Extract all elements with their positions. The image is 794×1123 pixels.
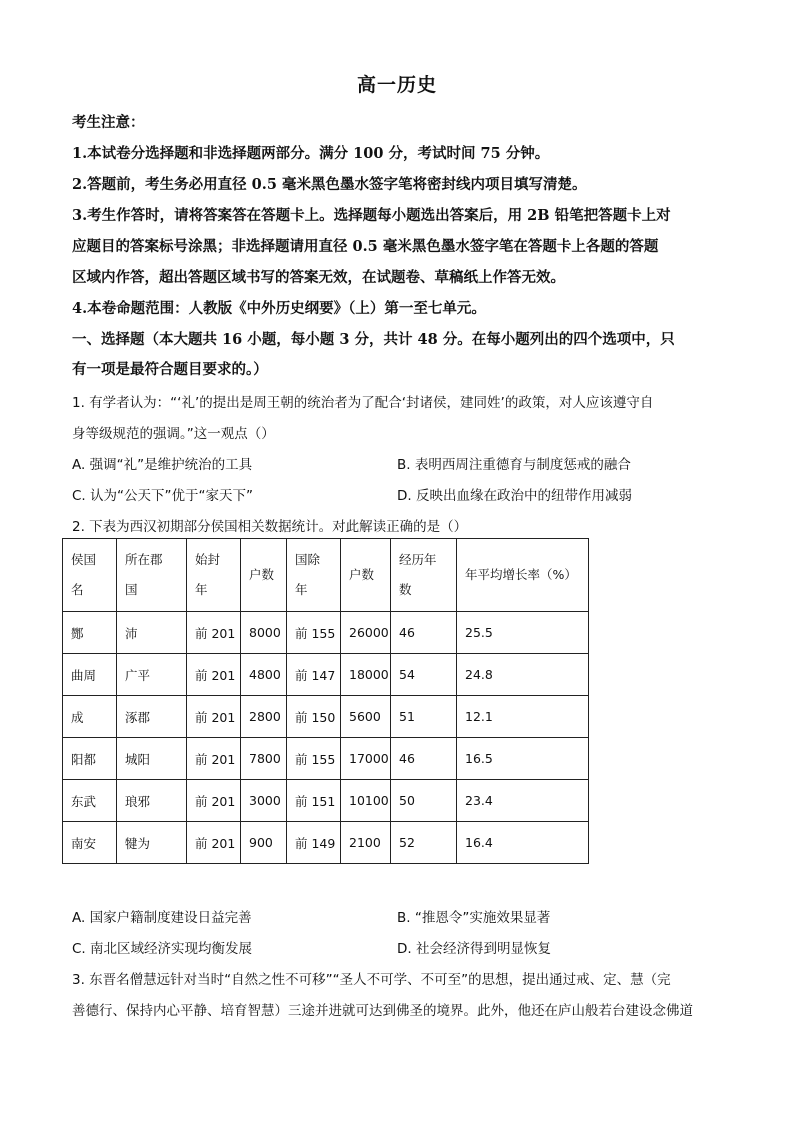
table-cell: 东武 [63,780,117,822]
table-cell: 17000 [341,738,391,780]
table-cell: 16.5 [457,738,589,780]
table-cell: 23.4 [457,780,589,822]
question-1-option-a: A. 强调“礼”是维护统治的工具 [72,457,253,473]
table-row [63,822,589,864]
table-cell: 曲周 [63,654,117,696]
table-row [63,780,589,822]
question-2-option-b: B. “推恩令”实施效果显著 [397,910,551,926]
section-heading-line-1: 一、选择题（本大题共 16 小题，每小题 3 分，共计 48 分。在每小题列出的四个选项中，只 [72,331,675,348]
table-cell: 3000 [241,780,287,822]
section-heading-line-2: 有一项是最符合题目要求的。） [72,361,268,378]
notice-line-2: 2.答题前，考生务必用直径 0.5 毫米黑色墨水签字笔将密封线内项目填写清楚。 [72,176,587,193]
table-cell: 前 149 [287,822,341,864]
table-cell: 阳都 [63,738,117,780]
notice-line-4: 应题目的答案标号涂黑；非选择题请用直径 0.5 毫米黑色墨水签字笔在答题卡上各题的答题 [72,238,659,255]
question-3-stem-line-1: 3. 东晋名僧慧远针对当时“自然之性不可移”“圣人不可学、不可至”的思想，提出通过戒、定、慧（完 [72,972,671,988]
question-2-option-c: C. 南北区域经济实现均衡发展 [72,941,253,957]
question-1-stem-line-2: 身等级规范的强调。”这一观点（） [72,426,275,442]
table-cell: 犍为 [117,822,187,864]
table-cell: 前 201 [187,738,241,780]
question-3-stem-line-2: 善德行、保持内心平静、培育智慧）三途并进就可达到佛圣的境界。此外，他还在庐山般若台建设念佛道 [72,1003,693,1019]
table-cell: 46 [391,738,457,780]
table-cell: 8000 [241,612,287,654]
table-cell: 16.4 [457,822,589,864]
table-cell: 26000 [341,612,391,654]
table-cell: 前 201 [187,696,241,738]
table-cell: 酂 [63,612,117,654]
table-cell: 24.8 [457,654,589,696]
header-cell: 经历年 数 [391,539,457,612]
table-cell: 4800 [241,654,287,696]
table-cell: 前 201 [187,780,241,822]
table-cell: 前 151 [287,780,341,822]
table-header-row [63,539,589,612]
table-cell: 琅邪 [117,780,187,822]
header-cell: 国除 年 [287,539,341,612]
header-cell: 年平均增长率（%） [457,539,589,612]
question-2-option-a: A. 国家户籍制度建设日益完善 [72,910,252,926]
notice-line-6: 4.本卷命题范围：人教版《中外历史纲要》（上）第一至七单元。 [72,300,486,317]
table-cell: 广平 [117,654,187,696]
table-cell: 46 [391,612,457,654]
table-cell: 2800 [241,696,287,738]
table-cell: 900 [241,822,287,864]
table-cell: 前 147 [287,654,341,696]
header-cell: 侯国 名 [63,539,117,612]
notice-line-5: 区域内作答，超出答题区域书写的答案无效，在试题卷、草稿纸上作答无效。 [72,269,565,286]
header-cell: 户数 [341,539,391,612]
table-row [63,654,589,696]
table-cell: 2100 [341,822,391,864]
question-2-stem: 2. 下表为西汉初期部分侯国相关数据统计。对此解读正确的是（） [72,519,468,535]
table-cell: 南安 [63,822,117,864]
question-1-option-d: D. 反映出血缘在政治中的纽带作用减弱 [397,488,632,504]
notice-heading: 考生注意： [72,114,145,131]
header-cell: 始封 年 [187,539,241,612]
table-cell: 25.5 [457,612,589,654]
table-row [63,738,589,780]
table-cell: 7800 [241,738,287,780]
table-cell: 50 [391,780,457,822]
table-cell: 10100 [341,780,391,822]
question-1-option-b: B. 表明西周注重德育与制度惩戒的融合 [397,457,631,473]
table-cell: 12.1 [457,696,589,738]
table-cell: 涿郡 [117,696,187,738]
table-cell: 前 155 [287,612,341,654]
question-2-option-d: D. 社会经济得到明显恢复 [397,941,551,957]
table-cell: 前 201 [187,654,241,696]
notice-line-1: 1.本试卷分选择题和非选择题两部分。满分 100 分，考试时间 75 分钟。 [72,145,550,162]
table-row [63,612,589,654]
table-row [63,696,589,738]
table-cell: 前 150 [287,696,341,738]
question-1-stem-line-1: 1. 有学者认为：“‘礼’的提出是周王朝的统治者为了配合‘封诸侯，建同姓’的政策，对人应该遵守自 [72,395,654,411]
table-cell: 前 201 [187,612,241,654]
table-cell: 前 201 [187,822,241,864]
table-cell: 51 [391,696,457,738]
header-cell: 所在郡 国 [117,539,187,612]
table-cell: 18000 [341,654,391,696]
header-cell: 户数 [241,539,287,612]
hou-state-data-table [62,538,589,864]
question-1-option-c: C. 认为“公天下”优于“家天下” [72,488,253,504]
table-cell: 52 [391,822,457,864]
table-cell: 成 [63,696,117,738]
table-cell: 5600 [341,696,391,738]
table-cell: 前 155 [287,738,341,780]
table-cell: 沛 [117,612,187,654]
notice-line-3: 3.考生作答时，请将答案答在答题卡上。选择题每小题选出答案后，用 2B 铅笔把答题卡上对 [72,207,671,224]
table-cell: 54 [391,654,457,696]
table-cell: 城阳 [117,738,187,780]
page-title: 高一历史 [356,74,437,96]
